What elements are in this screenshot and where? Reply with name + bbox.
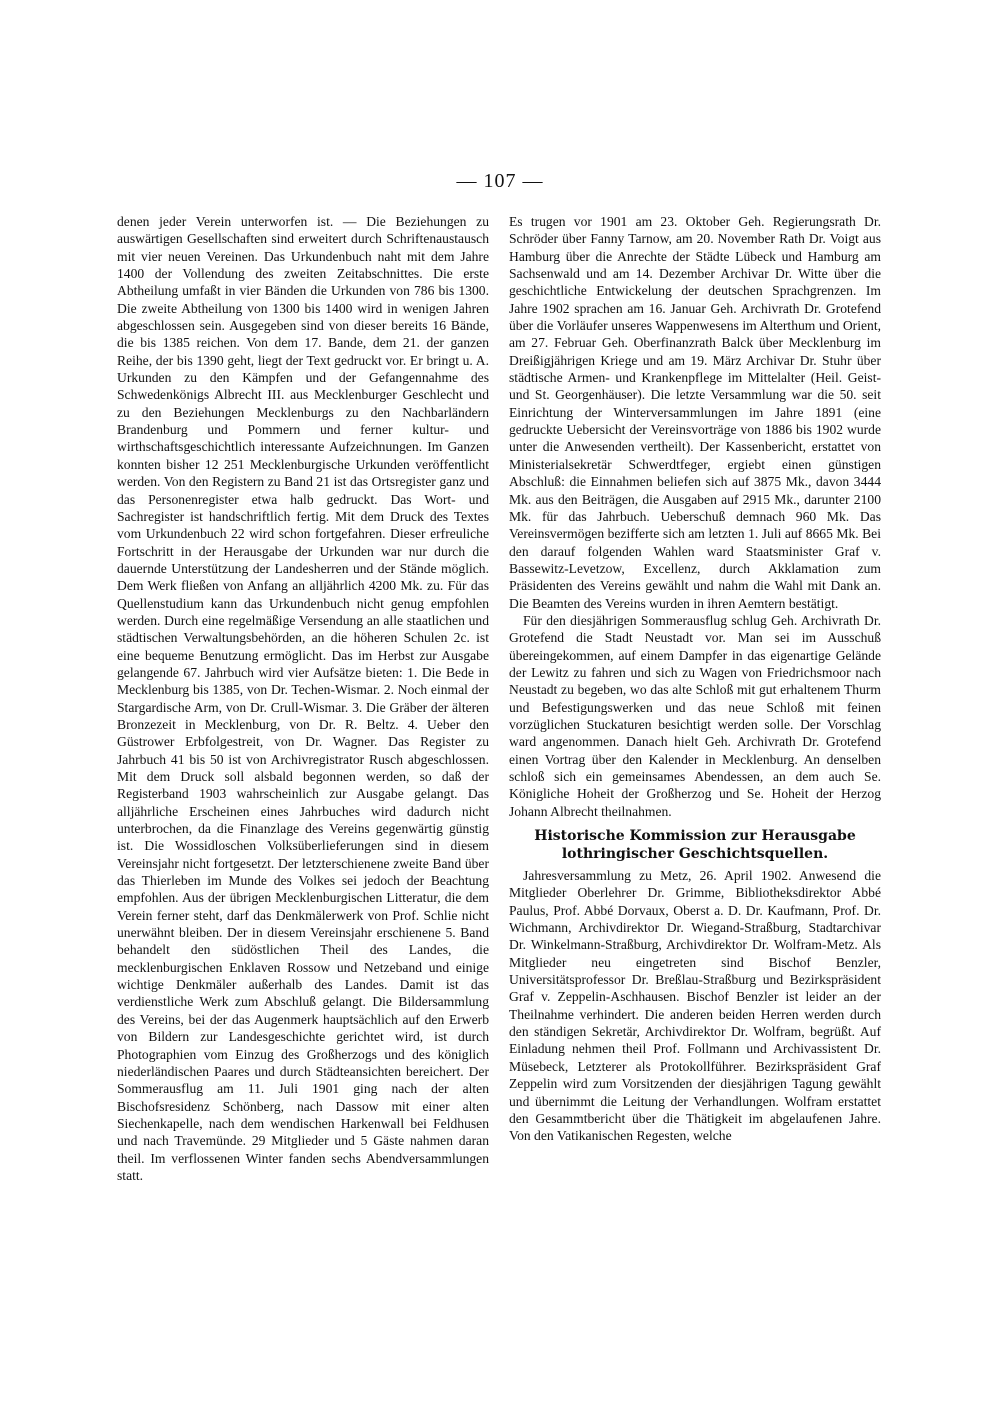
- body-paragraph: Es trugen vor 1901 am 23. Oktober Geh. Regierungsrath Dr. Schröder über Fanny Tarnow, am 20. November Rath Dr. Voigt aus Hamburg über die Anrechte der Städte Lübeck und Hamburg am Sachsenwald und am 14. Dezember Archivar Dr. Witte über die geschichtliche Entwickelung der deutschen Sprachgrenzen. Im Jahre 1902 sprachen am 16. Januar Geh. Archivrath Dr. Grotefend über die Vorläufer unseres Wappenwesens im Alterthum und Orient, am 27. Februar Geh. Oberfinanzrath Balck über Mecklenburg im Dreißigjährigen Kriege und am 19. März Archivar Dr. Stuhr über städtische Armen- und Krankenpflege im Mittelalter (Heil. Geist- und St. Georgenhäuser). Die letzte Versammlung war die 50. seit Einrichtung der Winterversammlungen im Jahre 1891 (eine gedruckte Uebersicht der Vereinsvorträge von 1886 bis 1902 wurde unter die Anwesenden vertheilt). Der Kassenbericht, erstattet von Ministerialsekretär Schwerdtfeger, ergiebt einen günstigen Abschluß: die Einnahmen beliefen sich auf 3875 Mk., davon 3444 Mk. aus den Beiträgen, die Ausgaben auf 2915 Mk., darunter 2100 Mk. für das Jahrbuch. Ueberschuß demnach 960 Mk. Das Vereinsvermögen bezifferte sich am letzten 1. Juli auf 8665 Mk. Bei den darauf folgenden Wahlen ward Staatsminister Graf v. Bassewitz-Levetzow, Excellenz, durch Akklamation zum Präsidenten des Vereins gewählt und nahm die Wahl mit Dank an. Die Beamten des Vereins wurden in ihren Aemtern bestätigt.: [509, 214, 881, 611]
- left-column: [117, 213, 489, 1184]
- page-number: — 107 —: [456, 170, 544, 192]
- body-paragraph: Für den diesjährigen Sommerausflug schlug Geh. Archivrath Dr. Grotefend die Stadt Neustadt vor. Man sei im Ausschuß übereingekommen, auf einem Dampfer in das eigenartige Gelände der Lewitz zu fahren und sich zu Wagen von Friedrichsmoor nach Neustadt zu begeben, wo das alte Schloß mit gut erhaltenem Thurm und Befestigungswerken und das neue Schloß mit feinen vorzüglichen Stuckaturen besichtigt werden solle. Der Vorschlag ward angenommen. Danach hielt Geh. Archivrath Dr. Grotefend einen Vortrag über den Kalender in Mecklenburg. An denselben schloß sich ein gemeinsames Abendessen, an dem auch Se. Königliche Hoheit der Großherzog und Se. Hoheit der Herzog Johann Albrecht theilnahmen.: [509, 612, 881, 819]
- section-heading: Historische Kommission zur Herausgabe lothringischer Geschichtsquellen.: [534, 828, 856, 862]
- body-paragraph: denen jeder Verein unterworfen ist. — Die Beziehungen zu auswärtigen Gesellschaften sind erweitert durch Schriftenaustausch mit vier neuen Vereinen. Das Urkundenbuch naht mit dem Jahre 1400 der Vollendung des zweiten Zeitabschnittes. Die erste Abtheilung umfaßt in vier Bänden die Urkunden von 786 bis 1300. Die zweite Abtheilung von 1300 bis 1400 wird in wenigen Jahren abgeschlossen sein. Ausgegeben sind von dieser bereits 16 Bände, die bis 1385 reichen. Von dem 17. Bande, dem 21. der ganzen Reihe, der bis 1390 geht, liegt der Text gedruckt vor. Er bringt u. A. Urkunden zu den Kämpfen und der Gefangennahme des Schwedenkönigs Albrecht III. aus Mecklenburger Geschlecht und zu den Beziehungen Mecklenburgs zu den Nachbarländern Brandenburg und Pommern und ferner kultur- und wirthschaftsgeschichtlich interessante Aufzeichnungen. Im Ganzen konnten bisher 12 251 Mecklenburgische Urkunden veröffentlicht werden. Von den Registern zu Band 21 ist das Ortsregister ganz und das Personenregister etwa halb gedruckt. Das Wort- und Sachregister ist handschriftlich fertig. Mit dem Druck des Textes vom Urkundenbuch 22 wird schon fortgefahren. Dieser erfreuliche Fortschritt in der Herausgabe der Urkunden war nur durch die dauernde Unterstützung der Landesherren und der Stände möglich. Dem Werk fließen von Anfang an alljährlich 4200 Mk. zu. Für das Quellenstudium kann das Urkundenbuch nicht genug empfohlen werden. Durch eine regelmäßige Versendung an alle staatlichen und städtischen Verwaltungsbehörden, an die höheren Schulen 2c. ist eine bequeme Benutzung ermöglicht. Das im Herbst zur Ausgabe gelangende 67. Jahrbuch wird vier Aufsätze bieten: 1. Die Bede in Mecklenburg bis 1385, von Dr. Techen-Wismar. 2. Noch einmal der Stargardische Arm, von Dr. Crull-Wismar. 3. Die Gräber der älteren Bronzezeit in Mecklenburg, von Dr. R. Beltz. 4. Ueber den Güstrower Erbfolgestreit, von Dr. Wagner. Das Register zu Jahrbuch 41 bis 50 ist von Archivregistrator Rusch abgeschlossen. Mit dem Druck soll alsbald begonnen werden, so daß der Registerband 1903 wahrscheinlich zur Ausgabe gelangt. Das alljährliche Erscheinen eines Jahrbuches wird dadurch nicht unterbrochen, da die Finanzlage des Vereins gegenwärtig günstig ist. Die Wossidloschen Volksüberlieferungen sind in diesem Vereinsjahr nicht fortgesetzt. Der letzterschienene zweite Band über das Thierleben im Munde des Volkes sei jedoch der Beachtung empfohlen. Aus der übrigen Mecklenburgischen Litteratur, die dem Verein ferner steht, darf das Denkmälerwerk von Prof. Schlie nicht unerwähnt bleiben. Der in diesem Vereinsjahr erschienene 5. Band behandelt den südöstlichen Theil des Landes, die mecklenburgischen Enklaven Rossow und Netzeband und einige wichtige Denkmäler außerhalb des Landes. Damit ist das verdienstliche Werk zum Abschluß gelangt. Die Bildersammlung des Vereins, bei der das Augenmerk hauptsächlich auf den Erwerb von Bildern zur Landesgeschichte gerichtet wird, ist durch Photographien vom Einzug des Großherzogs und des königlich niederländischen Paares und durch Städteansichten bereichert. Der Sommerausflug am 11. Juli 1901 ging nach der alten Bischofsresidenz Schönberg, nach Dassow mit einer alten Siechenkapelle, nach dem wendischen Harkenwall bei Feldhusen und nach Travemünde. 29 Mitglieder und 5 Gäste nahmen daran theil. Im verflossenen Winter fanden sechs Abendversammlungen statt.: [117, 214, 489, 1183]
- right-column: [509, 213, 881, 1145]
- body-paragraph: Jahresversammlung zu Metz, 26. April 1902. Anwesend die Mitglieder Oberlehrer Dr. Grimme, Bibliotheksdirektor Abbé Paulus, Prof. Abbé Dorvaux, Oberst a. D. Dr. Kaufmann, Prof. Dr. Wichmann, Archivdirektor Dr. Wiegand-Straßburg, Stadtarchivar Dr. Winkelmann-Straßburg, Archivdirektor Dr. Wolfram-Metz. Als Mitglieder neu eingetreten sind Bischof Benzler, Universitätsprofessor Dr. Breßlau-Straßburg und Bezirkspräsident Graf v. Zeppelin-Aschhausen. Bischof Benzler ist leider an der Theilnahme verhindert. Die anderen beiden Herren werden durch den ständigen Sekretär, Archivdirektor Dr. Wolfram, begrüßt. Auf Einladung nehmen theil Prof. Follmann und Archivassistent Dr. Müsebeck, Letzterer als Protokollführer. Bezirkspräsident Graf Zeppelin wird zum Vorsitzenden der diesjährigen Tagung gewählt und übernimmt die Leitung der Verhandlungen. Wolfram erstattet den Gesammtbericht über die Thätigkeit im abgelaufenen Jahre. Von den Vatikanischen Regesten, welche: [509, 868, 881, 1144]
